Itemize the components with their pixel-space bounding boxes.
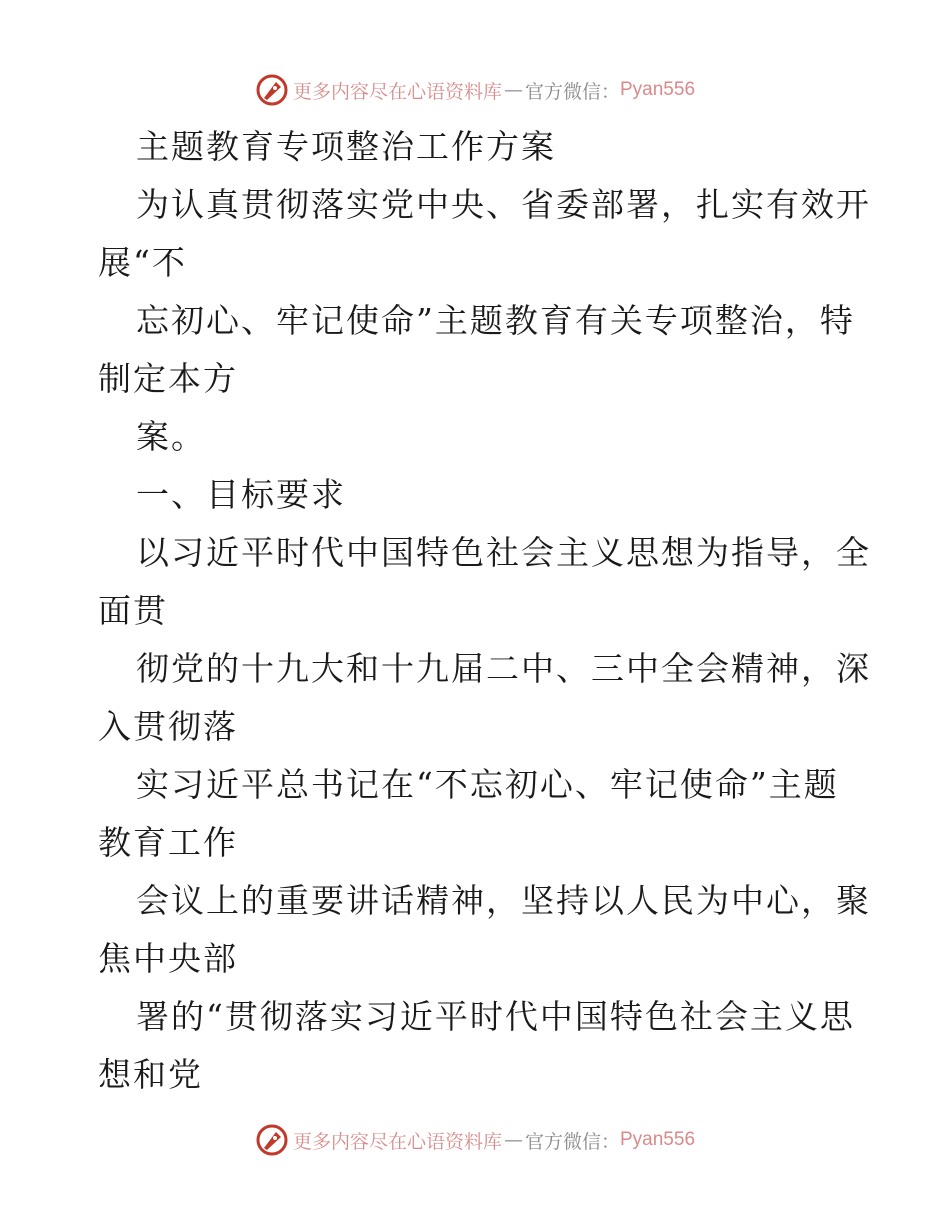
watermark-separator: — <box>503 1129 523 1151</box>
paragraph-line: 会议上的重要讲话精神，坚持以人民为中心，聚 <box>136 881 871 920</box>
paragraph-line: 展“不 <box>98 243 187 282</box>
paragraph-line: 彻党的十九大和十九届二中、三中全会精神，深 <box>136 649 871 688</box>
paragraph-line: 案。 <box>136 417 206 456</box>
watermark-contact-id: Pyan556 <box>620 79 696 100</box>
paragraph-line: 制定本方 <box>98 359 238 398</box>
document-body <box>98 118 871 1104</box>
paragraph-line: 入贯彻落 <box>98 707 238 746</box>
paragraph-line: 面贯 <box>98 591 168 630</box>
watermark-contact-id: Pyan556 <box>620 1129 696 1150</box>
paragraph-line: 教育工作 <box>98 823 238 862</box>
paragraph-line: 以习近平时代中国特色社会主义思想为指导，全 <box>136 533 871 572</box>
watermark-site-text: 更多内容尽在心语资料库 <box>292 80 502 103</box>
paragraph-line: 忘初心、牢记使命”主题教育有关专项整治，特 <box>136 301 855 340</box>
paragraph-line: 实习近平总书记在“不忘初心、牢记使命”主题 <box>136 765 839 804</box>
pen-nib-icon <box>255 1123 289 1157</box>
paragraph-line: 为认真贯彻落实党中央、省委部署，扎实有效开 <box>136 185 871 224</box>
watermark-contact-label: 官方微信： <box>524 80 620 103</box>
pen-nib-icon <box>255 73 289 107</box>
section-heading: 一、目标要求 <box>136 475 346 514</box>
watermark-site-text: 更多内容尽在心语资料库 <box>292 1130 502 1153</box>
document-title: 主题教育专项整治工作方案 <box>136 127 556 166</box>
paragraph-line: 署的“贯彻落实习近平时代中国特色社会主义思 <box>136 997 855 1036</box>
watermark-separator: — <box>503 79 523 101</box>
watermark-header <box>0 70 950 110</box>
watermark-footer <box>0 1120 950 1160</box>
paragraph-line: 想和党 <box>98 1055 203 1094</box>
paragraph-line: 焦中央部 <box>98 939 238 978</box>
watermark-contact-label: 官方微信： <box>524 1130 620 1153</box>
